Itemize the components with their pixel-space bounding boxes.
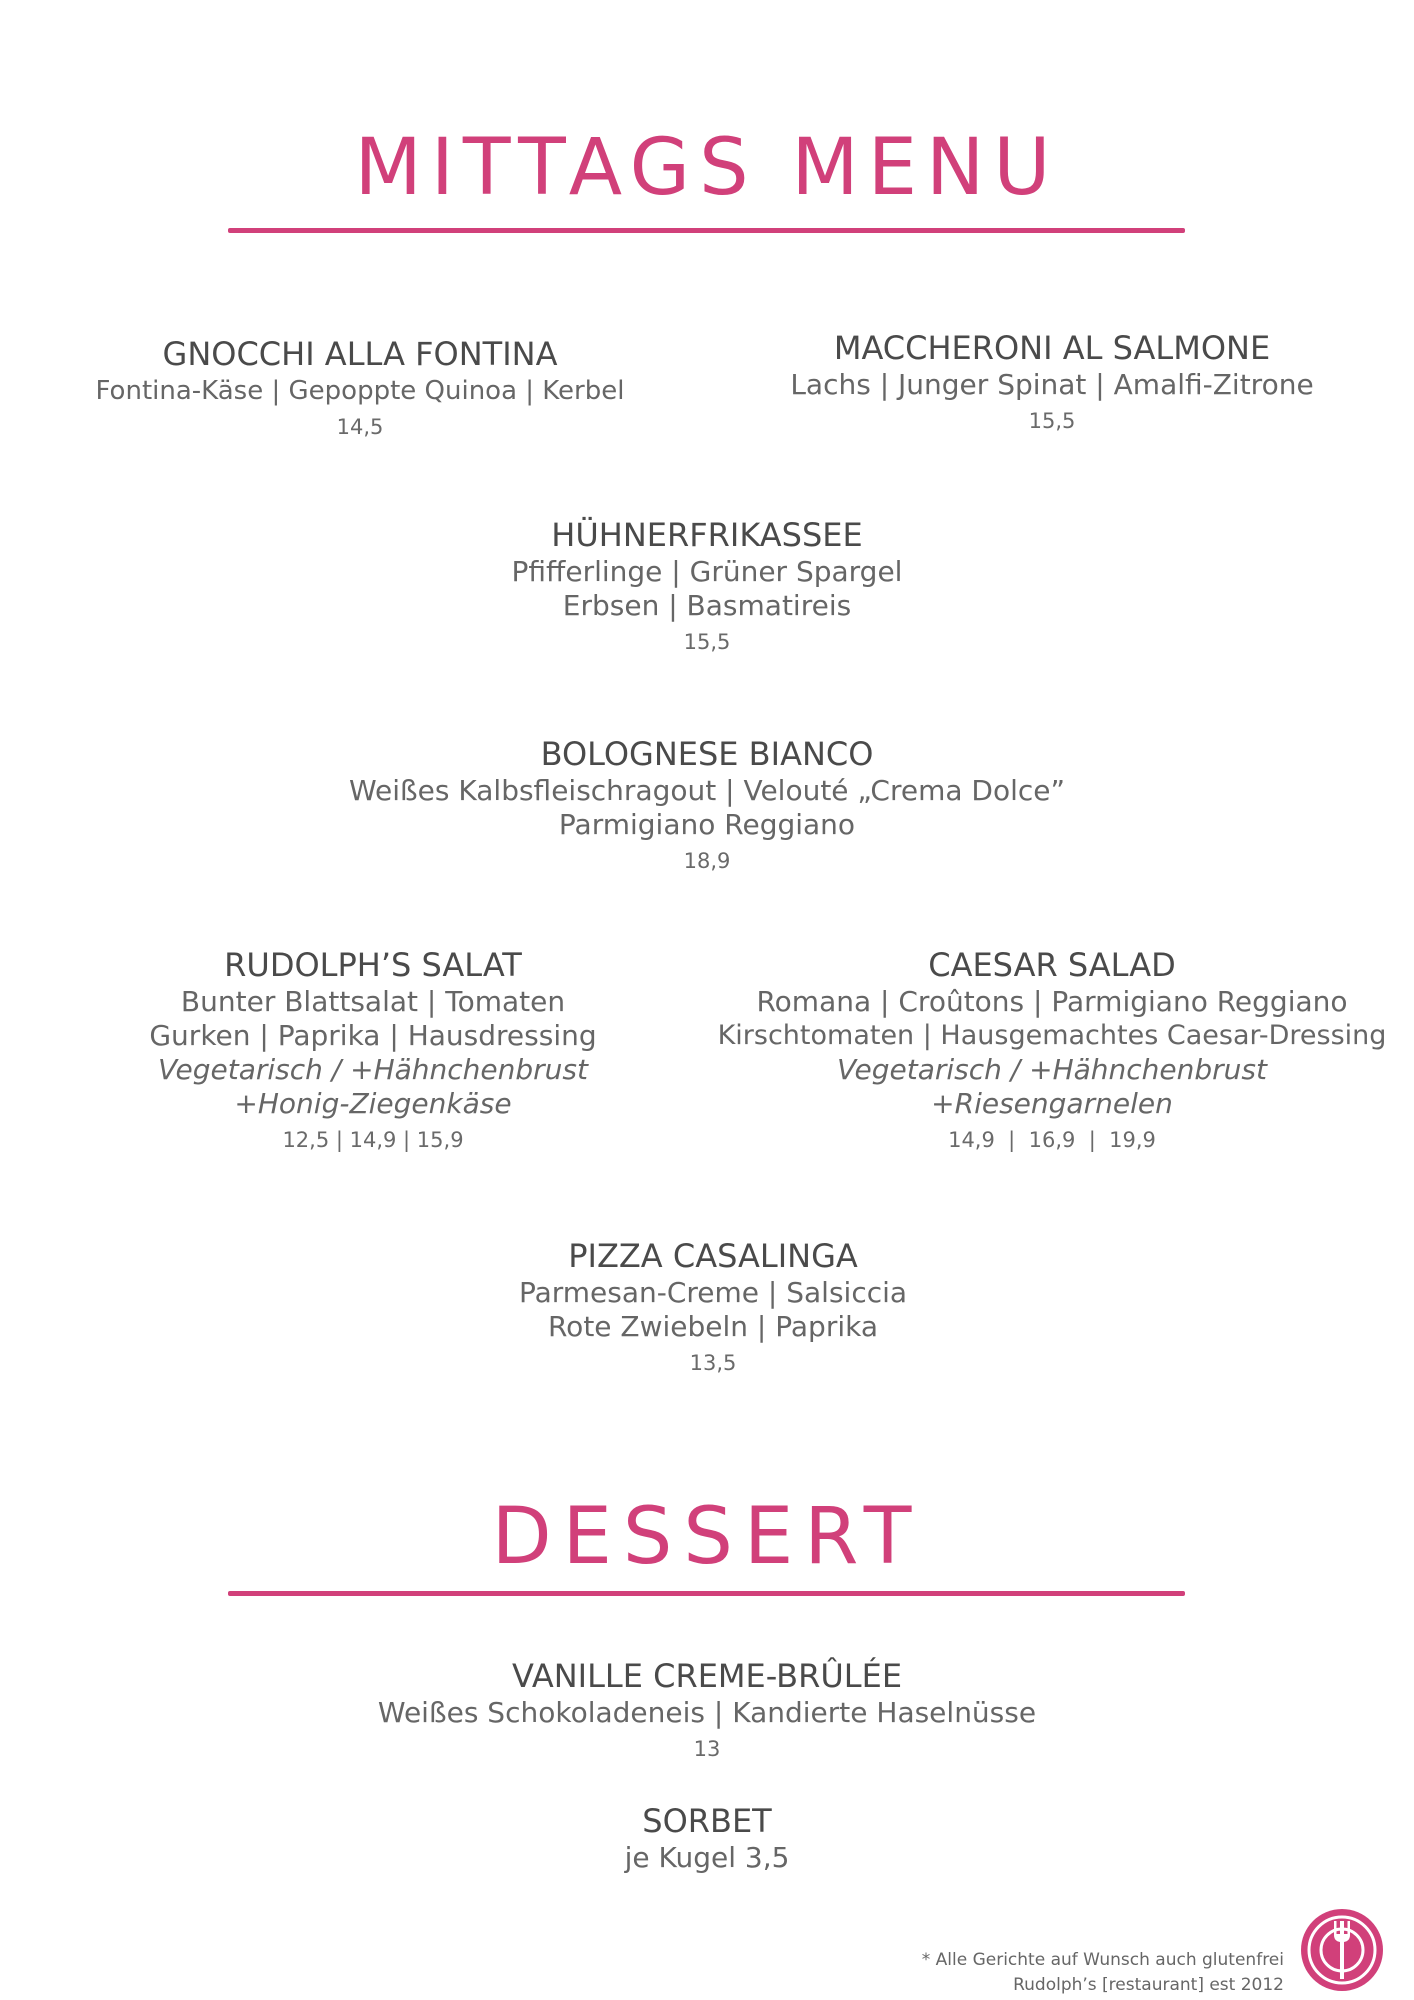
- dish-price: 18,9: [683, 849, 731, 873]
- dish-price: 14,5: [336, 415, 384, 439]
- dish-description: Lachs | Junger Spinat | Amalfi-Zitrone: [790, 368, 1314, 401]
- dish-option: Vegetarisch / +Hähnchenbrust: [836, 1053, 1267, 1086]
- restaurant-brand: Rudolph’s [restaurant] est 2012: [1013, 1975, 1284, 1995]
- lunch-heading: MITTAGS MENU: [354, 123, 1060, 213]
- dish-name: HÜHNERFRIKASSEE: [551, 516, 863, 554]
- dish-price: 15,5: [683, 630, 731, 654]
- dish-creme-brulee: [357, 1656, 1057, 1764]
- dish-description: Erbsen | Basmatireis: [562, 589, 852, 622]
- dish-name: GNOCCHI ALLA FONTINA: [162, 335, 558, 373]
- dish-description: Pfifferlinge | Grüner Spargel: [511, 555, 903, 588]
- dish-price: 13,5: [689, 1351, 737, 1375]
- dish-frikassee: [407, 515, 1007, 657]
- dish-option: Vegetarisch / +Hähnchenbrust: [157, 1053, 588, 1086]
- dish-description: Weißes Schokoladeneis | Kandierte Haselnüsse: [377, 1696, 1037, 1729]
- dish-price: 13: [693, 1737, 721, 1761]
- dish-price: 12,5 | 14,9 | 15,9: [282, 1128, 464, 1152]
- dish-name: VANILLE CREME-BRÛLÉE: [511, 1657, 903, 1695]
- dish-option: +Honig-Ziegenkäse: [234, 1087, 512, 1120]
- dish-description: Bunter Blattsalat | Tomaten: [180, 985, 566, 1018]
- dish-gnocchi: [60, 334, 660, 442]
- dish-name: SORBET: [642, 1802, 772, 1840]
- dish-description: je Kugel 3,5: [624, 1841, 790, 1874]
- dish-description: Parmigiano Reggiano: [558, 808, 856, 841]
- dish-name: CAESAR SALAD: [928, 946, 1176, 984]
- dish-name: MACCHERONI AL SALMONE: [833, 329, 1271, 367]
- fork-plate-logo-icon: [1299, 1907, 1385, 1993]
- dish-maccheroni: [752, 328, 1352, 436]
- dish-rudolph-salat: [73, 945, 673, 1155]
- dish-caesar-salad: [702, 945, 1402, 1155]
- dish-sorbet: [507, 1801, 907, 1875]
- dish-option: +Riesengarnelen: [931, 1087, 1173, 1120]
- gluten-free-note: * Alle Gerichte auf Wunsch auch glutenfrei: [921, 1950, 1284, 1970]
- dish-description: Weißes Kalbsfleischragout | Velouté „Crema Dolce”: [348, 774, 1066, 807]
- lunch-heading-rule: [228, 228, 1185, 233]
- dish-bolognese: [307, 734, 1107, 876]
- dessert-heading: DESSERT: [491, 1492, 923, 1582]
- dish-price: 15,5: [1028, 409, 1076, 433]
- dessert-heading-rule: [228, 1591, 1185, 1596]
- dish-name: BOLOGNESE BIANCO: [540, 735, 874, 773]
- dish-price: 14,9 | 16,9 | 19,9: [948, 1128, 1156, 1152]
- dish-name: PIZZA CASALINGA: [568, 1237, 858, 1275]
- dish-description: Fontina-Käse | Gepoppte Quinoa | Kerbel: [95, 376, 625, 406]
- dish-name: RUDOLPH’S SALAT: [224, 946, 522, 984]
- dish-description: Parmesan-Creme | Salsiccia: [518, 1276, 908, 1309]
- dish-description: Gurken | Paprika | Hausdressing: [149, 1019, 597, 1052]
- dish-description: Kirschtomaten | Hausgemachtes Caesar-Dressing: [717, 1020, 1387, 1051]
- dish-description: Romana | Croûtons | Parmigiano Reggiano: [756, 985, 1348, 1018]
- dish-description: Rote Zwiebeln | Paprika: [547, 1310, 878, 1343]
- footer: [922, 1948, 1284, 1998]
- dish-pizza: [413, 1236, 1013, 1378]
